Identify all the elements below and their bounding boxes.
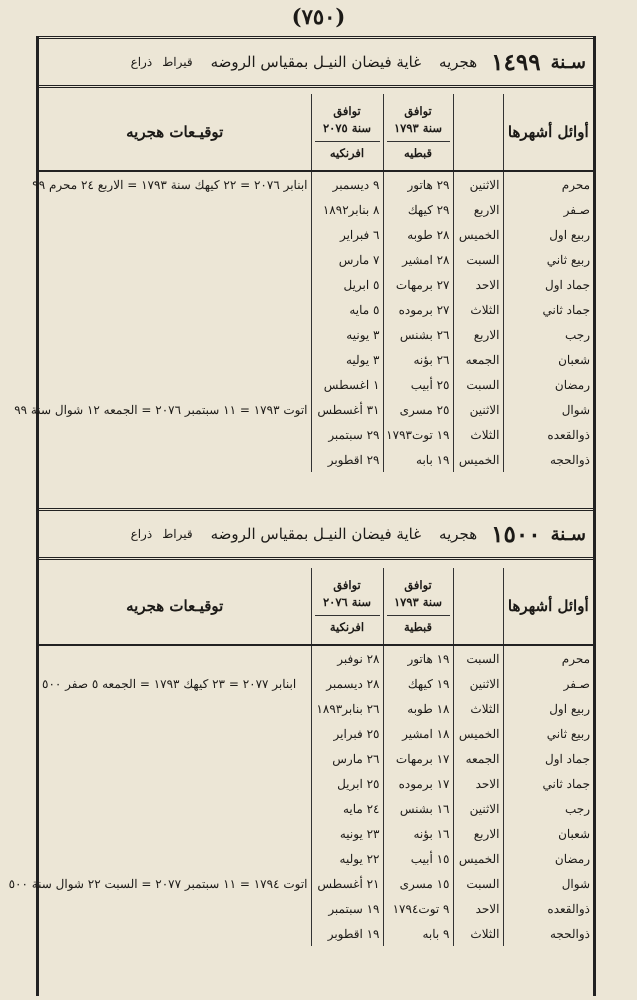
coptic-date-cell: ٢٩ هاتور (383, 171, 453, 197)
event-cell: ابنابر ٢٠٧٧ = ٢٣ كيهك ١٧٩٣ = الجمعه ٥ صفر ٥٠٠ (42, 676, 297, 691)
gregorian-year: سنة ٢٠٧٥ (323, 120, 371, 135)
coptic-date-cell: ١٧ برمهات (383, 746, 453, 771)
gregorian-date-cell: ٢٦ مارس (311, 746, 383, 771)
weekday-cell: الخميس (453, 721, 503, 746)
header-weekday (453, 568, 503, 645)
flood-units (131, 527, 193, 541)
gregorian-date-cell: ٥ مايه (311, 297, 383, 322)
month-cell: جماد اول (503, 272, 593, 297)
dhira-label: ذراع (130, 527, 153, 541)
weekday-cell: الاثنين (453, 671, 503, 696)
table-row (39, 671, 593, 696)
weekday-cell: الاربع (453, 197, 503, 222)
gregorian-date-cell: ٢٢ يوليه (311, 846, 383, 871)
month-cell: ربيع اول (503, 696, 593, 721)
weekday-cell: الاثنين (453, 796, 503, 821)
hijri-year: ١٥٠٠ (491, 520, 541, 548)
gregorian-date-cell: ٣ يونيه (311, 322, 383, 347)
gregorian-date-cell: ٢٥ فبراير (311, 721, 383, 746)
month-cell: رمضان (503, 846, 593, 871)
weekday-cell: السبت (453, 247, 503, 272)
year-banner-1499 (36, 36, 596, 88)
event-cell (39, 796, 311, 821)
header-month: أوائل أشهرها (503, 94, 593, 171)
header-events: توقيـعات هجريه (39, 568, 311, 645)
table-row (39, 921, 593, 946)
month-cell: صـفر (503, 671, 593, 696)
month-cell: محرم (503, 171, 593, 197)
weekday-cell: الثلاث (453, 297, 503, 322)
weekday-cell: الثلاث (453, 696, 503, 721)
coptic-date-cell: ٢٩ كيهك (383, 197, 453, 222)
weekday-cell: الخميس (453, 222, 503, 247)
table-row (39, 272, 593, 297)
gregorian-date-cell: ٢٩ اقطوبر (311, 447, 383, 472)
dhira-label: ذراع (130, 55, 153, 69)
month-cell: ذوالحجه (503, 921, 593, 946)
coptic-date-cell: ٢٦ بؤنه (383, 347, 453, 372)
event-cell (39, 645, 311, 671)
hijri-label: هجريه (439, 525, 478, 543)
month-cell: رجب (503, 796, 593, 821)
gregorian-date-cell: ١ اغسطس (311, 372, 383, 397)
gregorian-date-cell: ٢٥ ابريل (311, 771, 383, 796)
weekday-cell: الاربع (453, 322, 503, 347)
table-row (39, 397, 593, 422)
weekday-cell: الاربع (453, 821, 503, 846)
gregorian-date-cell: ٩ ديسمبر (311, 171, 383, 197)
weekday-cell: الجمعه (453, 347, 503, 372)
month-cell: ذوالحجه (503, 447, 593, 472)
year-banner-1500 (36, 508, 596, 560)
gregorian-top: توافق (333, 577, 361, 592)
gregorian-top: توافق (333, 103, 361, 118)
coptic-date-cell: ٢٧ برمهات (383, 272, 453, 297)
event-cell (39, 197, 311, 222)
coptic-date-cell: ٢٦ بشنس (383, 322, 453, 347)
weekday-cell: الخميس (453, 846, 503, 871)
month-cell: شوال (503, 871, 593, 896)
weekday-cell: الخميس (453, 447, 503, 472)
event-cell (39, 746, 311, 771)
header-events: توقيـعات هجريه (39, 94, 311, 171)
flood-units (131, 55, 193, 69)
coptic-top: توافق (404, 103, 432, 118)
weekday-cell: السبت (453, 372, 503, 397)
flood-description: غاية فيضان النيـل بمقياس الروضه (210, 525, 422, 543)
gregorian-date-cell: ٢٤ مايه (311, 796, 383, 821)
weekday-cell: الاحد (453, 771, 503, 796)
month-cell: جماد اول (503, 746, 593, 771)
table-row (39, 896, 593, 921)
month-cell: محرم (503, 645, 593, 671)
event-cell (39, 896, 311, 921)
month-cell: ذوالقعده (503, 896, 593, 921)
month-cell: رجب (503, 322, 593, 347)
weekday-cell: السبت (453, 871, 503, 896)
table-row (39, 197, 593, 222)
header-gregorian (311, 94, 383, 171)
gregorian-date-cell: ٢٣ يونيه (311, 821, 383, 846)
event-cell (39, 297, 311, 322)
event-cell (39, 846, 311, 871)
qirat-label: قيراط (162, 527, 193, 541)
month-cell: ربيع ثاني (503, 247, 593, 272)
coptic-date-cell: ١٦ بؤنه (383, 821, 453, 846)
table-row (39, 372, 593, 397)
coptic-date-cell: ٢٥ مسرى (383, 397, 453, 422)
table-row (39, 821, 593, 846)
event-cell (39, 422, 311, 447)
coptic-year: سنة ١٧٩٣ (394, 120, 442, 135)
table-row (39, 447, 593, 472)
gregorian-date-cell: ٣١ أغسطس (311, 397, 383, 422)
weekday-cell: الاحد (453, 272, 503, 297)
coptic-date-cell: ٢٥ أبيب (383, 372, 453, 397)
coptic-date-cell: ١٩ توت١٧٩٣ (383, 422, 453, 447)
weekday-cell: الثلاث (453, 921, 503, 946)
event-cell (39, 322, 311, 347)
coptic-date-cell: ١٨ طوبه (383, 696, 453, 721)
weekday-cell: الاثنين (453, 171, 503, 197)
month-cell: ربيع اول (503, 222, 593, 247)
gregorian-date-cell: ٧ مارس (311, 247, 383, 272)
coptic-year: سنة ١٧٩٣ (394, 594, 442, 609)
coptic-date-cell: ١٧ برموده (383, 771, 453, 796)
header-gregorian (311, 568, 383, 645)
month-cell: رمضان (503, 372, 593, 397)
table-row (39, 771, 593, 796)
gregorian-date-cell: ٥ ابريل (311, 272, 383, 297)
coptic-date-cell: ٩ توت١٧٩٤ (383, 896, 453, 921)
gregorian-date-cell: ٨ بنابر١٨٩٢ (311, 197, 383, 222)
month-cell: ذوالقعده (503, 422, 593, 447)
gregorian-date-cell: ٣ يوليه (311, 347, 383, 372)
coptic-date-cell: ٢٧ برموده (383, 297, 453, 322)
calendar-table-1499 (14, 94, 593, 472)
weekday-cell: الاثنين (453, 397, 503, 422)
sana-label: سـنة (550, 523, 586, 545)
table-row (39, 871, 593, 896)
table-row (39, 347, 593, 372)
event-cell (39, 247, 311, 272)
gregorian-date-cell: ٢١ أغسطس (311, 871, 383, 896)
gregorian-date-cell: ١٩ اقطوبر (311, 921, 383, 946)
coptic-date-cell: ١٥ مسرى (383, 871, 453, 896)
month-cell: ربيع ثاني (503, 721, 593, 746)
table-row (39, 247, 593, 272)
gregorian-date-cell: ٦ فبراير (311, 222, 383, 247)
month-cell: صـفر (503, 197, 593, 222)
event-cell (39, 222, 311, 247)
table-row (39, 746, 593, 771)
month-cell: شعبان (503, 347, 593, 372)
month-cell: جماد ثاني (503, 297, 593, 322)
coptic-label: قبطية (387, 615, 450, 636)
event-cell (39, 821, 311, 846)
coptic-date-cell: ١٩ بابه (383, 447, 453, 472)
month-cell: شوال (503, 397, 593, 422)
month-cell: جماد ثاني (503, 771, 593, 796)
event-cell (39, 372, 311, 397)
table-row (39, 171, 593, 197)
qirat-label: قيراط (162, 55, 193, 69)
page-number: (٧٥٠) (291, 4, 346, 29)
gregorian-date-cell: ٢٦ بنابر١٨٩٣ (311, 696, 383, 721)
event-cell (39, 696, 311, 721)
gregorian-label: افرنكيه (315, 141, 380, 162)
hijri-year: ١٤٩٩ (491, 48, 541, 76)
weekday-cell: الاحد (453, 896, 503, 921)
coptic-top: توافق (404, 577, 432, 592)
gregorian-year: سنة ٢٠٧٦ (323, 594, 371, 609)
table-row (39, 645, 593, 671)
table-row (39, 846, 593, 871)
table-row (39, 696, 593, 721)
coptic-date-cell: ٢٨ امشير (383, 247, 453, 272)
coptic-date-cell: ١٦ بشنس (383, 796, 453, 821)
gregorian-date-cell: ١٩ سبتمبر (311, 896, 383, 921)
hijri-label: هجريه (439, 53, 478, 71)
coptic-date-cell: ٢٨ طوبه (383, 222, 453, 247)
event-cell (39, 721, 311, 746)
gregorian-label: افرنكية (315, 615, 380, 636)
table-row (39, 297, 593, 322)
calendar-table-1500 (8, 568, 593, 946)
coptic-date-cell: ١٥ أبيب (383, 846, 453, 871)
table-row (39, 422, 593, 447)
coptic-date-cell: ٩ بابه (383, 921, 453, 946)
gregorian-date-cell: ٢٨ ديسمبر (311, 671, 383, 696)
event-cell: اتوت ١٧٩٣ = ١١ سبتمبر ٢٠٧٦ = الجمعه ١٢ شوال سنة ٩٩ (14, 402, 308, 417)
weekday-cell: الثلاث (453, 422, 503, 447)
event-cell (39, 347, 311, 372)
header-month: أوائل أشهرها (503, 568, 593, 645)
table-row (39, 721, 593, 746)
header-coptic (383, 94, 453, 171)
weekday-cell: السبت (453, 645, 503, 671)
flood-description: غاية فيضان النيـل بمقياس الروضه (210, 53, 422, 71)
event-cell (39, 447, 311, 472)
table-row (39, 322, 593, 347)
event-cell: اتوت ١٧٩٤ = ١١ سبتمبر ٢٠٧٧ = السبت ٢٢ شوال سنة ٥٠٠ (8, 876, 308, 891)
header-weekday (453, 94, 503, 171)
coptic-label: قبطيه (387, 141, 450, 162)
header-coptic (383, 568, 453, 645)
gregorian-date-cell: ٢٨ نوفبر (311, 645, 383, 671)
table-row (39, 796, 593, 821)
month-cell: شعبان (503, 821, 593, 846)
event-cell (39, 921, 311, 946)
weekday-cell: الجمعه (453, 746, 503, 771)
coptic-date-cell: ١٨ امشير (383, 721, 453, 746)
sana-label: سـنة (550, 51, 586, 73)
event-cell (39, 272, 311, 297)
coptic-date-cell: ١٩ كيهك (383, 671, 453, 696)
gregorian-date-cell: ٢٩ سبتمبر (311, 422, 383, 447)
coptic-date-cell: ١٩ هاتور (383, 645, 453, 671)
event-cell: ابنابر ٢٠٧٦ = ٢٢ كيهك سنة ١٧٩٣ = الاربع ٢٤ محرم ٩٩ (32, 177, 308, 192)
table-row (39, 222, 593, 247)
event-cell (39, 771, 311, 796)
